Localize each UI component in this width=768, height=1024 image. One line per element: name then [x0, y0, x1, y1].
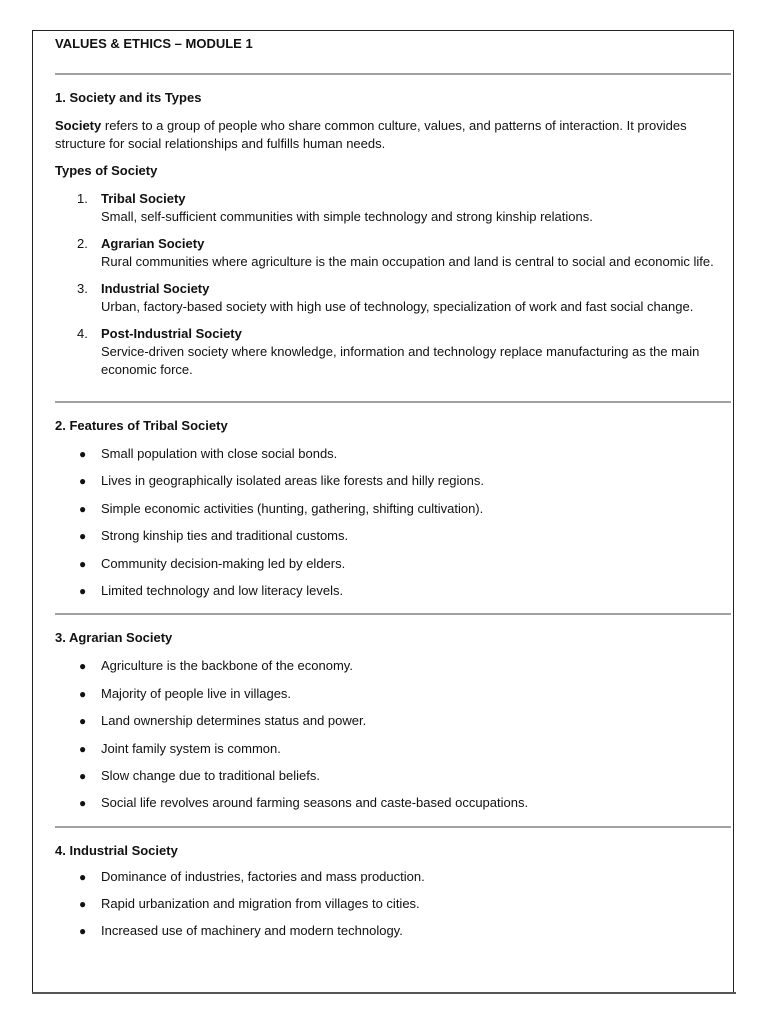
bullet-text: Majority of people live in villages. — [101, 685, 292, 701]
tribal-features-list — [55, 445, 731, 609]
list-item — [55, 922, 731, 949]
bullet-text: Land ownership determines status and power. — [101, 713, 367, 729]
type-description: Small, self-sufficient communities with simple technology and strong kinship relations. — [101, 209, 593, 224]
society-term: Society — [55, 118, 102, 133]
bullet-text: Simple economic activities (hunting, gathering, shifting cultivation). — [101, 500, 484, 516]
list-number: 3. — [77, 281, 88, 296]
society-definition-text: refers to a group of people who share common culture, values, and patterns of interaction. It provides structure for social relationships and fulfills human needs. — [55, 118, 687, 151]
document-body — [55, 37, 731, 950]
list-item — [55, 868, 731, 895]
type-description: Urban, factory-based society with high use of technology, specialization of work and fast social change. — [101, 299, 694, 314]
bullet-icon: ● — [79, 796, 87, 811]
list-number: 1. — [77, 191, 88, 206]
bullet-icon: ● — [79, 924, 87, 939]
bullet-text: Community decision-making led by elders. — [101, 555, 346, 571]
bullet-text: Rapid urbanization and migration from villages to cities. — [101, 896, 420, 912]
bullet-text: Limited technology and low literacy levels. — [101, 582, 344, 598]
type-title: Post-Industrial Society — [101, 326, 242, 341]
list-item — [55, 685, 731, 712]
list-item — [55, 190, 731, 226]
bullet-icon: ● — [79, 714, 87, 729]
list-item — [55, 712, 731, 739]
type-description: Rural communities where agriculture is the main occupation and land is central to social and economic life. — [101, 254, 714, 269]
type-title: Industrial Society — [101, 281, 210, 296]
list-item — [55, 895, 731, 922]
bullet-icon: ● — [79, 474, 87, 489]
bullet-icon: ● — [79, 768, 87, 783]
list-item — [55, 555, 731, 582]
document-title: VALUES & ETHICS – MODULE 1 — [55, 36, 253, 51]
list-item — [55, 767, 731, 794]
list-item — [55, 740, 731, 767]
bullet-text: Small population with close social bonds. — [101, 446, 338, 461]
bullet-icon: ● — [79, 741, 87, 756]
bullet-text: Strong kinship ties and traditional customs. — [101, 528, 349, 544]
bullet-text: Joint family system is common. — [101, 740, 281, 756]
list-item — [55, 657, 731, 684]
type-title: Tribal Society — [101, 191, 186, 206]
bullet-icon: ● — [79, 529, 87, 544]
bullet-icon: ● — [79, 869, 87, 884]
bullet-text: Agriculture is the backbone of the economy. — [101, 658, 353, 674]
types-list — [55, 190, 731, 379]
bullet-text: Lives in geographically isolated areas like forests and hilly regions. — [101, 473, 484, 489]
bullet-text: Slow change due to traditional beliefs. — [101, 767, 320, 783]
list-item — [55, 582, 731, 609]
list-item — [55, 235, 731, 271]
list-item — [55, 325, 731, 379]
list-item — [55, 472, 731, 499]
types-heading: Types of Society — [55, 163, 158, 178]
list-item — [55, 527, 731, 554]
type-title: Agrarian Society — [101, 236, 205, 251]
section-4-heading: 4. Industrial Society — [55, 842, 178, 858]
bullet-icon: ● — [79, 686, 87, 701]
bullet-text: Social life revolves around farming seasons and caste-based occupations. — [101, 795, 529, 811]
bullet-icon: ● — [79, 501, 87, 516]
society-definition — [55, 117, 731, 153]
bullet-icon: ● — [79, 556, 87, 571]
page-frame — [32, 30, 734, 994]
list-item — [55, 500, 731, 527]
section-3-heading: 3. Agrarian Society — [55, 630, 173, 646]
industrial-features-list — [55, 868, 731, 950]
page-bottom-border — [32, 992, 736, 994]
bullet-text: Increased use of machinery and modern technology. — [101, 923, 403, 939]
list-number: 2. — [77, 236, 88, 251]
list-item — [55, 445, 731, 472]
bullet-icon: ● — [79, 447, 87, 461]
bullet-icon: ● — [79, 897, 87, 912]
bullet-icon: ● — [79, 583, 87, 598]
section-2-heading: 2. Features of Tribal Society — [55, 418, 228, 433]
list-number: 4. — [77, 326, 88, 341]
bullet-icon: ● — [79, 659, 87, 674]
section-1-heading: 1. Society and its Types — [55, 90, 202, 105]
type-description: Service-driven society where knowledge, information and technology replace manufacturing as the main economic force. — [101, 344, 700, 377]
list-item — [55, 280, 731, 316]
list-item — [55, 794, 731, 821]
agrarian-features-list — [55, 657, 731, 821]
bullet-text: Dominance of industries, factories and mass production. — [101, 868, 425, 884]
